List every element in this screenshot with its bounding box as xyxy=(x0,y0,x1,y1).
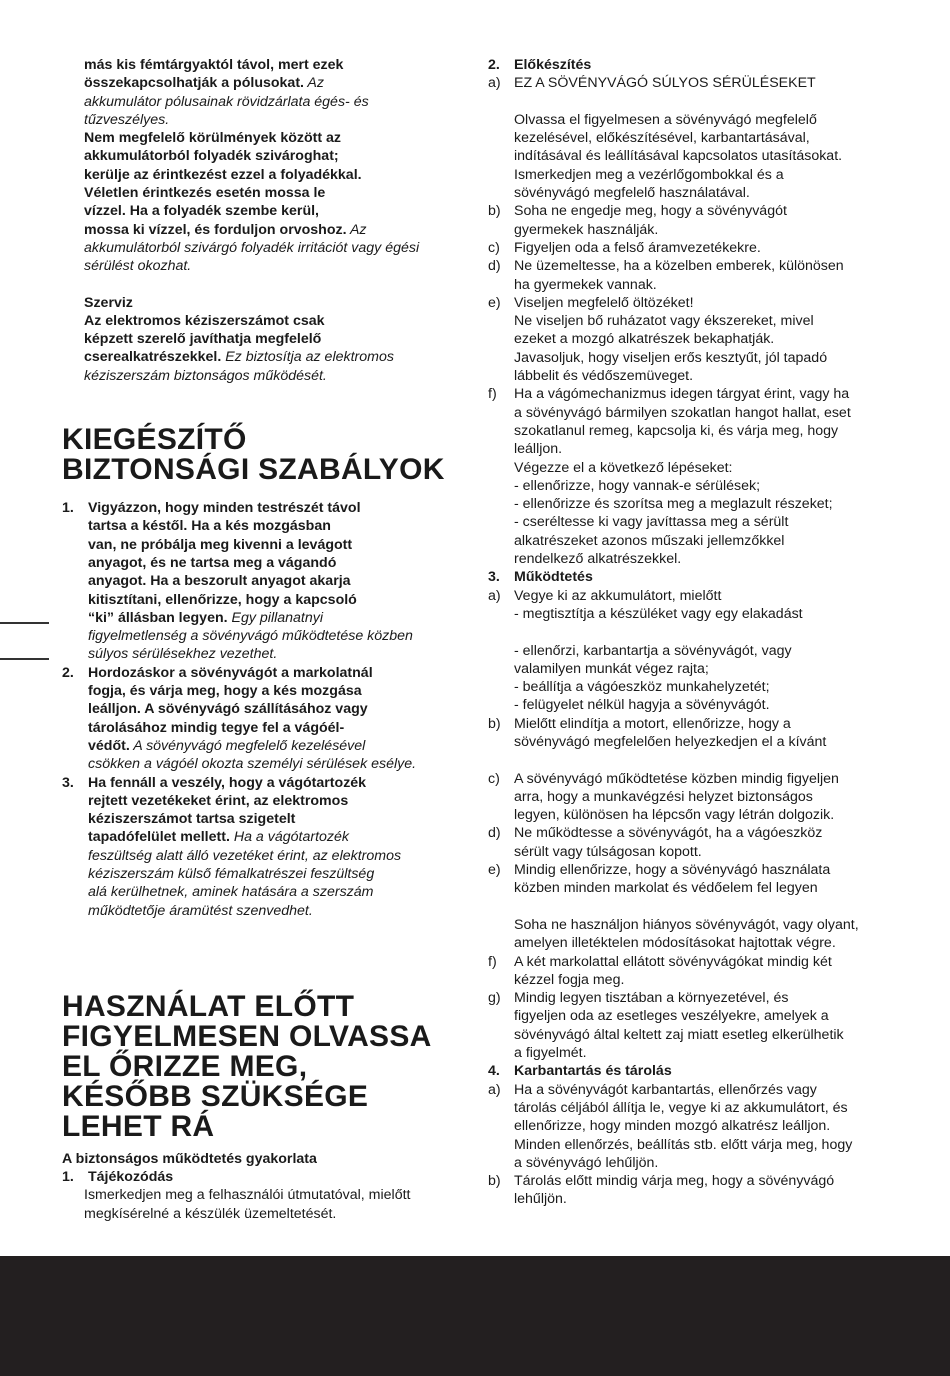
preparation-line xyxy=(488,147,898,165)
preparation-line xyxy=(488,239,898,257)
service-text-line xyxy=(84,312,467,330)
preparation-line xyxy=(488,312,898,330)
service-text-line xyxy=(84,348,467,366)
preparation-line-marker: a) xyxy=(488,75,501,92)
maintenance-line xyxy=(488,1172,898,1190)
section-title: Tájékozódás xyxy=(88,1169,174,1186)
battery-contact-warning-line xyxy=(84,74,467,92)
heading-extra-line: BIZTONSÁGI SZABÁLYOK xyxy=(62,453,445,487)
preparation-line xyxy=(488,184,898,202)
operation-line xyxy=(488,1026,898,1044)
maintenance-line-text: Ha a sövényvágót karbantartás, ellenőrzés vagy xyxy=(514,1081,817,1098)
preparation-line xyxy=(488,550,898,568)
preparation-line xyxy=(488,404,898,422)
safety-rule-line xyxy=(88,609,467,627)
operation-line-text: Mielőtt elindítja a motort, ellenőrizze, hogy a xyxy=(514,715,791,732)
safety-rule-line xyxy=(88,700,467,718)
safety-rule-italic: figyelmetlenség a sövényvágó működtetése közben xyxy=(88,628,413,645)
safety-rule-item xyxy=(62,774,467,920)
service-text-italic: kéziszerszám biztonságos működését. xyxy=(84,367,327,384)
service-text-italic-tail: Ez biztosítja az elektromos xyxy=(221,349,394,366)
preparation-line xyxy=(488,221,898,239)
safety-rule-text xyxy=(62,664,467,774)
operation-line-text: valamilyen munkát végez rajta; xyxy=(514,660,709,677)
safety-rule-bold: Hordozáskor a sövényvágót a markolatnál xyxy=(88,664,373,681)
operation-line-text: sövényvágó megfelelően helyezkedjen el a kívánt xyxy=(514,733,827,750)
operation-line xyxy=(488,953,898,971)
safety-rule-text xyxy=(62,774,467,920)
operation-line xyxy=(488,642,898,660)
preparation-line xyxy=(488,74,898,92)
battery-contact-warning-bold: más kis fémtárgyaktól távol, mert ezek xyxy=(84,57,344,73)
safety-rule-line xyxy=(88,517,467,535)
operation-line-marker: d) xyxy=(488,825,501,842)
service-text-bold: képzett szerelő javíthatja megfelelő xyxy=(84,331,322,348)
maintenance-line-text: lehűljön. xyxy=(514,1191,567,1208)
preparation-line-text: a sövényvágó bármilyen szokatlan hangot hallat, eset xyxy=(514,404,851,421)
section-operation xyxy=(488,568,898,586)
maintenance-line-marker: a) xyxy=(488,1081,501,1098)
heading-use-line: HASZNÁLAT ELŐTT xyxy=(62,989,355,1023)
maintenance-line xyxy=(488,1081,898,1099)
safety-rule-italic-tail: A sövényvágó megfelelő kezelésével xyxy=(129,737,366,754)
safety-rule-line xyxy=(88,792,467,810)
safety-rule-bold: Vigyázzon, hogy minden testrészét távol xyxy=(88,500,361,517)
operation-line-text: arra, hogy a munkavégzési helyzet biztonságos xyxy=(514,788,813,805)
safety-rule-bold: van, ne próbálja meg kivenni a levágott xyxy=(88,536,353,553)
preparation-line xyxy=(488,202,898,220)
safety-rule-item xyxy=(62,664,467,774)
maintenance-line xyxy=(488,1136,898,1154)
preparation-line-text: Ha a vágómechanizmus idegen tárgyat érint, vagy ha xyxy=(514,386,850,403)
preparation-line-marker: e) xyxy=(488,294,501,311)
preparation-line-marker: b) xyxy=(488,203,501,220)
battery-leak-warning-line xyxy=(84,147,467,165)
operation-line xyxy=(488,733,898,751)
safety-rule-bold: “ki” állásban legyen. xyxy=(88,609,228,626)
section-title: Működtetés xyxy=(514,569,593,586)
safety-rule-number: 2. xyxy=(62,664,74,681)
safety-rule-line xyxy=(88,719,467,737)
preparation-line xyxy=(488,349,898,367)
safety-rule-line xyxy=(88,828,467,846)
operation-line xyxy=(488,678,898,696)
service-heading: Szerviz xyxy=(84,294,133,311)
preparation-line-text: - cseréltesse ki vagy javíttassa meg a sérült xyxy=(514,514,789,531)
operation-line-text xyxy=(488,898,898,916)
operation-line xyxy=(488,623,898,641)
preparation-line-text: Javasoljuk, hogy viseljen erős kesztyűt, jól tapadó xyxy=(514,349,828,366)
preparation-line xyxy=(488,422,898,440)
operation-line xyxy=(488,660,898,678)
preparation-line-text: indításával és leállításával kapcsolatos utasításokat. xyxy=(514,148,843,165)
preparation-line xyxy=(488,294,898,312)
safety-rule-bold: tapadófelület mellett. xyxy=(88,829,230,846)
section-title: Előkészítés xyxy=(514,57,592,73)
section-orientation xyxy=(62,1168,467,1186)
battery-leak-warning-italic-tail: Az xyxy=(346,221,367,238)
preparation-line-text: alkatrészeket azonos műszaki jellemzőkkel xyxy=(514,532,785,549)
operation-line xyxy=(488,770,898,788)
maintenance-line-text: tárolás céljából állítja le, vegye ki az akkumulátort, és xyxy=(514,1099,848,1116)
operation-line-text: Mindig ellenőrizze, hogy a sövényvágó használata xyxy=(514,862,831,879)
operation-line xyxy=(488,824,898,842)
heading-read-before-use xyxy=(62,989,467,1143)
preparation-line-text: sövényvágó megfelelő használatával. xyxy=(514,185,750,202)
operation-line-text: A két markolattal ellátott sövényvágókat mindig két xyxy=(514,953,832,970)
preparation-line xyxy=(488,276,898,294)
section-title: Karbantartás és tárolás xyxy=(514,1063,672,1080)
operation-line-text: A sövényvágó működtetése közben mindig figyeljen xyxy=(514,770,839,787)
preparation-line-text: - ellenőrizze, hogy vannak-e sérülések; xyxy=(514,477,761,494)
safety-rule-italic: súlyos sérülésekhez vezethet. xyxy=(88,646,278,663)
preparation-line-text: rendelkező alkatrészekkel. xyxy=(514,551,682,568)
heading-extra-line: KIEGÉSZÍTŐ xyxy=(62,423,247,457)
safety-rule-line xyxy=(88,664,467,682)
safety-rule-italic-tail: Ha a vágótartozék xyxy=(229,829,349,846)
right-column xyxy=(488,56,898,1209)
preparation-line-text: kezelésével, előkészítésével, karbantartásával, xyxy=(514,130,810,147)
battery-leak-warning-italic: akkumulátorból szivárgó folyadék irritációt vagy égési xyxy=(84,239,420,256)
battery-leak-warning-line xyxy=(84,129,467,147)
safety-rule-bold: anyagot. Ha a beszorult anyagot akarja xyxy=(88,573,351,590)
safety-rule-bold: tartsa a késtől. Ha a kés mozgásban xyxy=(88,518,331,535)
battery-leak-warning-line xyxy=(84,221,467,239)
preparation-line-text xyxy=(488,93,898,111)
maintenance-line-text: Minden ellenőrzés, beállítás stb. előtt várja meg, hogy xyxy=(514,1136,853,1153)
operation-line xyxy=(488,715,898,733)
battery-leak-warning-italic: sérülést okozhat. xyxy=(84,258,192,275)
operation-line xyxy=(488,898,898,916)
operation-line xyxy=(488,788,898,806)
heading-use-line: KÉSŐBB SZÜKSÉGE xyxy=(62,1079,369,1113)
preparation-line xyxy=(488,367,898,385)
operation-line xyxy=(488,934,898,952)
preparation-line-marker: f) xyxy=(488,386,497,403)
operation-line xyxy=(488,751,898,769)
battery-contact-warning-italic: akkumulátor pólusainak rövidzárlata égés- és xyxy=(84,93,369,110)
battery-contact-warning-italic-tail: Az xyxy=(304,75,324,92)
operation-line-text: kézzel fogja meg. xyxy=(514,971,625,988)
footer-band xyxy=(0,1256,950,1376)
safety-rule-line xyxy=(88,591,467,609)
safety-rule-bold: leálljon. A sövényvágó szállításához vagy xyxy=(88,701,368,718)
preparation-line xyxy=(488,129,898,147)
safety-rule-number: 1. xyxy=(62,500,74,517)
operation-line-marker: a) xyxy=(488,587,501,604)
operation-line xyxy=(488,605,898,623)
operation-line-text: - beállítja a vágóeszköz munkahelyzetét; xyxy=(514,679,770,696)
battery-contact-warning-bold: összekapcsolhatják a pólusokat. xyxy=(84,75,304,92)
battery-leak-warning-bold: vízzel. Ha a folyadék szembe kerül, xyxy=(84,203,319,220)
operation-line-text: a figyelmét. xyxy=(514,1045,587,1062)
preparation-line-text: ha gyermekek vannak. xyxy=(514,276,657,293)
safety-rule-line xyxy=(88,572,467,590)
battery-leak-warning-bold: mossa ki vízzel, és forduljon orvoshoz. xyxy=(84,221,347,238)
heading-extra-safety xyxy=(62,425,467,485)
maintenance-line xyxy=(488,1117,898,1135)
operation-line-marker: g) xyxy=(488,990,501,1007)
operation-line-text: Soha ne használjon hiányos sövényvágót, vagy olyant, xyxy=(514,916,859,933)
safety-rule-line xyxy=(88,554,467,572)
preparation-line xyxy=(488,111,898,129)
practice-heading: A biztonságos működtetés gyakorlata xyxy=(62,1150,317,1167)
safety-rule-line xyxy=(88,682,467,700)
preparation-line xyxy=(488,385,898,403)
preparation-line-marker: c) xyxy=(488,239,500,256)
preparation-line-text: EZ A SÖVÉNYVÁGÓ SÚLYOS SÉRÜLÉSEKET xyxy=(514,75,816,92)
heading-use-line: EL ŐRIZZE MEG, xyxy=(62,1049,308,1083)
safety-rule-line xyxy=(88,499,467,517)
operation-line xyxy=(488,843,898,861)
safety-rule-bold: kéziszerszámot tartsa szigetelt xyxy=(88,811,296,828)
maintenance-line-text: ellenőrizze, hogy minden mozgó alkatrész leálljon. xyxy=(514,1118,831,1135)
safety-rule-italic: feszültség alatt álló vezetéket érint, az elektromos xyxy=(88,847,402,864)
battery-leak-warning-line xyxy=(84,166,467,184)
section-number: 3. xyxy=(488,569,500,586)
operation-line xyxy=(488,879,898,897)
preparation-line xyxy=(488,513,898,531)
margin-mark-top xyxy=(0,622,49,624)
preparation-line xyxy=(488,330,898,348)
operation-line xyxy=(488,1044,898,1062)
maintenance-line-text: Tárolás előtt mindig várja meg, hogy a sövényvágó xyxy=(514,1173,835,1190)
safety-rule-bold: Ha fennáll a veszély, hogy a vágótartozék xyxy=(88,774,367,791)
maintenance-line xyxy=(488,1154,898,1172)
preparation-line-text: Viseljen megfelelő öltözéket! xyxy=(514,294,694,311)
section-number: 1. xyxy=(62,1169,74,1186)
operation-line-marker: e) xyxy=(488,862,501,879)
preparation-line-text: gyermekek használják. xyxy=(514,221,659,238)
safety-rule-item xyxy=(62,499,467,664)
operation-line xyxy=(488,971,898,989)
service-text-line xyxy=(84,330,467,348)
operation-line-text xyxy=(488,751,898,769)
orientation-text: Ismerkedjen meg a felhasználói útmutatóval, mielőtt xyxy=(84,1187,411,1204)
preparation-line xyxy=(488,93,898,111)
heading-use-line: LEHET RÁ xyxy=(62,1109,215,1143)
battery-contact-warning-italic: tűzveszélyes. xyxy=(84,111,170,128)
operation-line xyxy=(488,696,898,714)
safety-rule-bold: rejtett vezetékeket érint, az elektromos xyxy=(88,792,349,809)
orientation-text: megkísérelné a készülék üzemeltetését. xyxy=(84,1205,337,1222)
battery-leak-warning-bold: kerülje az érintkezést ezzel a folyadékkal. xyxy=(84,166,362,183)
safety-rule-italic: csökken a vágóél okozta személyi sérülések esélye. xyxy=(88,756,417,773)
operation-line-text: - megtisztítja a készüléket vagy egy elakadást xyxy=(514,605,803,622)
section-number: 2. xyxy=(488,57,500,73)
operation-line-text: közben minden markolat és védőelem fel legyen xyxy=(514,880,818,897)
preparation-line-text: Végezze el a következő lépéseket: xyxy=(514,459,733,476)
safety-rule-bold: anyagot, és ne tartsa meg a vágandó xyxy=(88,554,337,571)
safety-rule-bold: tárolásához mindig tegye fel a vágóél- xyxy=(88,719,345,736)
preparation-line-text: Ne viseljen bő ruházatot vagy ékszereket, mivel xyxy=(514,313,814,330)
heading-use-line: FIGYELMESEN OLVASSA xyxy=(62,1019,432,1053)
battery-warning-block xyxy=(62,56,467,385)
preparation-line xyxy=(488,440,898,458)
service-text-bold: Az elektromos kéziszerszámot csak xyxy=(84,312,325,329)
maintenance-line xyxy=(488,1190,898,1208)
battery-leak-warning-line xyxy=(84,184,467,202)
safety-rule-italic: kéziszerszám külső fémalkatrészei feszültség xyxy=(88,865,375,882)
preparation-line-text: lábbelit és védőszemüveget. xyxy=(514,368,694,385)
preparation-line-text: Figyeljen oda a felső áramvezetékekre. xyxy=(514,239,761,256)
operation-line xyxy=(488,989,898,1007)
preparation-line xyxy=(488,166,898,184)
safety-rule-line xyxy=(88,774,467,792)
maintenance-line-marker: b) xyxy=(488,1173,501,1190)
battery-leak-warning-bold: Nem megfelelő körülmények között az xyxy=(84,130,342,147)
safety-rule-bold: kitisztítani, ellenőrizze, hogy a kapcsoló xyxy=(88,591,357,608)
preparation-line-text: ezeket a mozgó alkatrészek bekaphatják. xyxy=(514,331,775,348)
preparation-line xyxy=(488,477,898,495)
preparation-line xyxy=(488,532,898,550)
preparation-line-text: Soha ne engedje meg, hogy a sövényvágót xyxy=(514,203,787,220)
operation-line-text: sövényvágó által keltett zaj miatt esetleg elkerülhetik xyxy=(514,1026,844,1043)
operation-line-text: - felügyelet nélkül hagyja a sövényvágót. xyxy=(514,697,770,714)
battery-leak-warning-bold: akkumulátorból folyadék szivároghat; xyxy=(84,148,339,165)
battery-leak-warning-line xyxy=(84,202,467,220)
operation-line xyxy=(488,916,898,934)
operation-line-text: Mindig legyen tisztában a környezetével, és xyxy=(514,990,789,1007)
safety-rule-line xyxy=(88,810,467,828)
operation-line-marker: f) xyxy=(488,953,497,970)
operation-line-text: Vegye ki az akkumulátort, mielőtt xyxy=(514,587,722,604)
safety-rule-line xyxy=(88,737,467,755)
preparation-line xyxy=(488,459,898,477)
maintenance-line-text: a sövényvágó lehűljön. xyxy=(514,1154,659,1171)
operation-line xyxy=(488,861,898,879)
operation-line xyxy=(488,587,898,605)
preparation-line-text: Ismerkedjen meg a vezérlőgombokkal és a xyxy=(514,166,784,183)
operation-line-marker: c) xyxy=(488,770,500,787)
safety-rule-text xyxy=(62,499,467,664)
operation-line-text: figyeljen oda az esetleges veszélyekre, amelyek a xyxy=(514,1008,829,1025)
safety-rule-number: 3. xyxy=(62,774,74,791)
section-preparation xyxy=(488,56,898,74)
preparation-line-text: szokatlanul remeg, kapcsolja ki, és várja meg, hogy xyxy=(514,422,839,439)
service-text-bold: cserealkatrészekkel. xyxy=(84,349,222,366)
section-maintenance xyxy=(488,1062,898,1080)
battery-leak-warning-bold: Véletlen érintkezés esetén mossa le xyxy=(84,185,326,202)
preparation-line-text: Ne üzemeltesse, ha a közelben emberek, különösen xyxy=(514,258,844,275)
safety-rule-italic: alá kerülhetnek, aminek hatására a szerszám xyxy=(88,884,374,901)
maintenance-line xyxy=(488,1099,898,1117)
operation-line-text: - ellenőrzi, karbantartja a sövényvágót, vagy xyxy=(514,642,792,659)
preparation-line xyxy=(488,495,898,513)
preparation-line xyxy=(488,257,898,275)
operation-line-text: amelyen illetéktelen módosításokat hajtottak végre. xyxy=(514,935,836,952)
operation-line-text: legyen, különösen ha lépcsőn vagy létrán dolgozik. xyxy=(514,807,835,824)
operation-line-marker: b) xyxy=(488,715,501,732)
margin-mark-bottom xyxy=(0,658,49,660)
operation-line-text: sérült vagy túlságosan kopott. xyxy=(514,843,702,860)
operation-line-text: Ne működtesse a sövényvágót, ha a vágóeszköz xyxy=(514,825,823,842)
safety-rule-bold: védőt. xyxy=(88,737,130,754)
left-column xyxy=(62,56,467,1223)
preparation-line-marker: d) xyxy=(488,258,501,275)
section-number: 4. xyxy=(488,1063,500,1080)
safety-rule-line xyxy=(88,536,467,554)
preparation-line-text: - ellenőrizze és szorítsa meg a meglazult részeket; xyxy=(514,496,833,513)
safety-rule-bold: fogja, és várja meg, hogy a kés mozgása xyxy=(88,683,362,700)
safety-rule-italic-tail: Egy pillanatnyi xyxy=(227,609,324,626)
safety-rule-italic: működtetője áramütést szenvedhet. xyxy=(88,902,313,919)
preparation-line-text: leálljon. xyxy=(514,441,563,458)
operation-line xyxy=(488,806,898,824)
operation-line-text xyxy=(488,623,898,641)
preparation-line-text: Olvassa el figyelmesen a sövényvágó megfelelő xyxy=(514,111,817,128)
battery-contact-warning-line xyxy=(84,56,467,74)
operation-line xyxy=(488,1007,898,1025)
